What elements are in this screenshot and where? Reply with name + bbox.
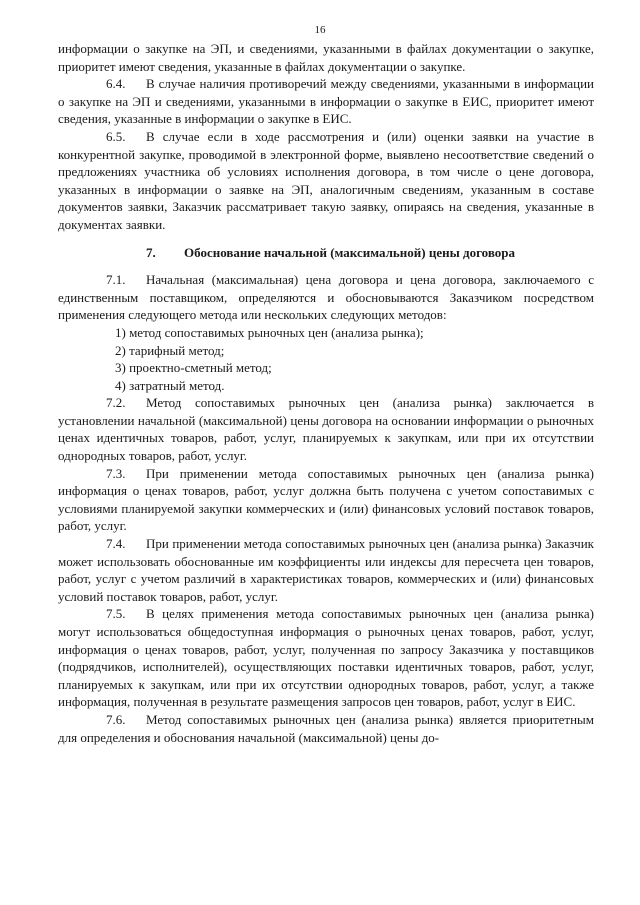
method-item: 3) проектно-сметный метод; bbox=[115, 360, 272, 376]
paragraph-number: 6.4. bbox=[106, 76, 126, 92]
paragraph-text: Метод сопоставимых рыночных цен (анализа рынка) является приоритетным для определения и обоснования начальной (максимальной) цены до- bbox=[58, 711, 594, 745]
paragraph-number: 6.5. bbox=[106, 128, 126, 144]
paragraph-text: В целях применения метода сопоставимых рыночных цен (анализа рынка) могут использоваться общедоступная информация о рыночных ценах товаров, работ, услуг, информация о ценах товаров, работ, услуг, полученная по запросу Заказчика у поставщиков (подрядчиков, исполнителей), осуществляющих поставки идентичных товаров, работ, услуг, планируемых к закупкам, или при их отсутствии однородных товаров, работ, услуг, а также информация, полученная в результате размещения запросов цен товаров, работ, услуг в ЕИС. bbox=[58, 606, 594, 710]
paragraph-text: В случае если в ходе рассмотрения и (или) оценки заявки на участие в конкурентной закупке, проводимой в электронной форме, выявлено несоответствие сведений о предложениях участника об условиях исполнения договора, в том числе о цене договора, указанных в информации о заявке на ЭП, аналогичным сведениям, указанным в составе документов заявки, Заказчик рассматривает такую заявку, опираясь на сведения, указанные в документах заявки. bbox=[58, 128, 594, 232]
section-heading bbox=[58, 244, 594, 262]
paragraph-text: Начальная (максимальная) цена договора и цена договора, заключаемого с единственным поставщиком, определяются и обосновываются Заказчиком посредством применения следующего метода или нескольких следующих методов: bbox=[58, 272, 594, 323]
paragraph-7-3 bbox=[58, 465, 594, 535]
paragraph-number: 7.1. bbox=[106, 272, 126, 288]
paragraph-6-5 bbox=[58, 128, 594, 234]
paragraph-number: 7.3. bbox=[106, 465, 126, 481]
paragraph-text: В случае наличия противоречий между сведениями, указанными в информации о закупке на ЭП и сведениями, указанными в информации о закупке в ЕИС, приоритет имеют сведения, указанные в информации о закупке в ЕИС. bbox=[58, 76, 594, 127]
paragraph-text: При применении метода сопоставимых рыночных цен (анализа рынка) Заказчик может использовать обоснованные им коэффициенты или индексы для пересчета цен товаров, работ, услуг с учетом различий в характеристиках товаров, коммерческих и (или) финансовых условий поставок товаров, работ, услуг. bbox=[58, 536, 594, 604]
paragraph-number: 7.6. bbox=[106, 711, 126, 727]
paragraph-number: 7.2. bbox=[106, 395, 126, 411]
paragraph-continuation: информации о закупке на ЭП, и сведениями, указанными в файлах документации о закупке, приоритет имеют сведения, указанные в файлах документации о закупке. bbox=[58, 41, 594, 74]
paragraph-7-1 bbox=[58, 271, 594, 324]
method-item: 2) тарифный метод; bbox=[115, 342, 225, 358]
paragraph-6-4 bbox=[58, 75, 594, 128]
section-title: Обоснование начальной (максимальной) цены договора bbox=[184, 244, 515, 260]
paragraph-7-6 bbox=[58, 711, 594, 746]
paragraph-7-4 bbox=[58, 535, 594, 605]
page-number: 16 bbox=[314, 24, 326, 36]
method-item: 4) затратный метод. bbox=[115, 377, 225, 393]
method-item: 1) метод сопоставимых рыночных цен (анализа рынка); bbox=[115, 324, 424, 340]
paragraph-number: 7.4. bbox=[106, 536, 126, 552]
paragraph-7-2 bbox=[58, 394, 594, 464]
paragraph-text: Метод сопоставимых рыночных цен (анализа рынка) заключается в установлении начальной (максимальной) цены договора на основании информации о рыночных ценах идентичных товаров, работ, услуг, планируемых к закупкам, или при их отсутствии однородных товаров, работ, услуг. bbox=[58, 395, 594, 464]
paragraph-text: При применении метода сопоставимых рыночных цен (анализа рынка) информация о ценах товаров, работ, услуг должна быть получена с учетом сопоставимых с условиями планируемой закупки коммерческих и (или) финансовых условий поставок товаров, работ, услуг. bbox=[58, 465, 594, 534]
paragraph-number: 7.5. bbox=[106, 606, 126, 622]
section-number: 7. bbox=[146, 244, 156, 260]
document-body bbox=[58, 40, 594, 746]
paragraph-7-5 bbox=[58, 605, 594, 711]
